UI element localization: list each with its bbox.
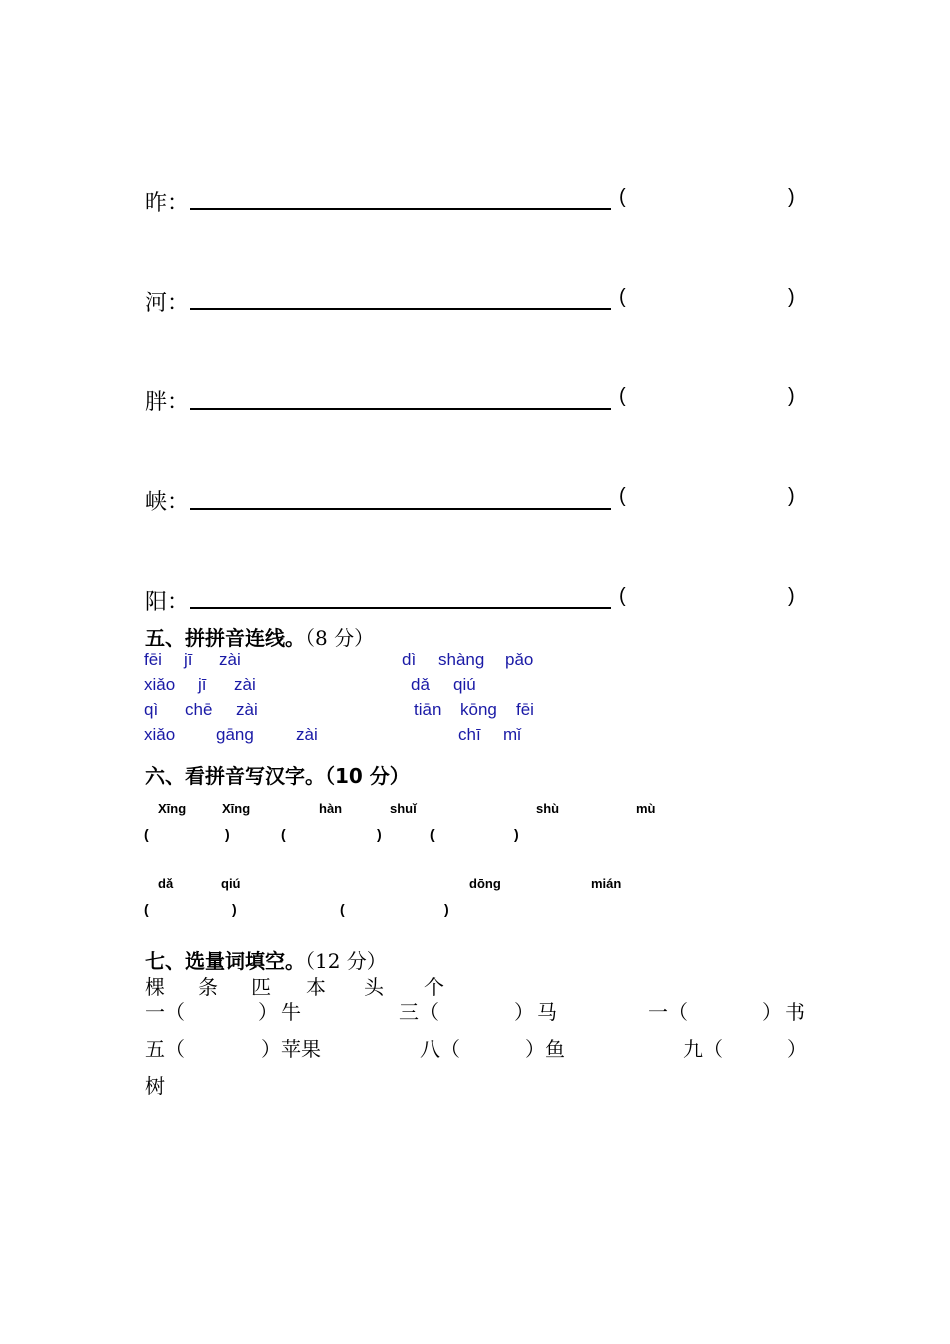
- pinyin-syllable: qì: [144, 700, 159, 719]
- pinyin-syllable: fēi: [516, 700, 534, 719]
- pinyin-syllable: fēi: [144, 650, 162, 669]
- measure-word: 匹: [251, 975, 271, 999]
- pinyin-prompt: Xīng: [222, 801, 251, 816]
- pinyin-syllable: gāng: [216, 725, 254, 744]
- pinyin-syllable: dì: [402, 650, 417, 669]
- row-char: 河：: [145, 291, 190, 316]
- pinyin-syllable: tiān: [414, 700, 442, 719]
- pinyin-syllable: zài: [234, 675, 256, 694]
- fill-noun: 书: [785, 1000, 805, 1024]
- answer-line: [190, 208, 611, 210]
- section-title-text: 五、拼拼音连线。: [145, 626, 305, 650]
- fill-close: ）: [261, 1037, 281, 1061]
- pinyin-syllable: xiǎo: [144, 675, 176, 694]
- answer-line: [190, 607, 611, 609]
- row-char: 峡：: [145, 490, 190, 515]
- fill-number: 三（: [399, 1000, 439, 1024]
- paren-close: ): [788, 186, 795, 208]
- answer-paren-close: ): [514, 826, 519, 842]
- fill-noun: 鱼: [545, 1037, 565, 1061]
- section-score: （8 分）: [305, 626, 375, 650]
- answer-paren-close: ): [225, 826, 230, 842]
- pinyin-syllable: zài: [296, 725, 318, 744]
- section-5-title: [145, 622, 374, 651]
- fill-close: ）: [258, 1000, 278, 1024]
- fill-noun: 苹果: [281, 1037, 321, 1061]
- fill-close: ）: [787, 1037, 807, 1061]
- pinyin-prompt: mián: [591, 876, 622, 891]
- pinyin-syllable: zài: [219, 650, 241, 669]
- section-title-text: 六、看拼音写汉字。: [145, 764, 325, 788]
- fill-number: 八（: [420, 1037, 460, 1061]
- paren-close: ): [788, 585, 795, 607]
- answer-paren-open: (: [144, 901, 149, 917]
- paren-open: (: [619, 286, 626, 308]
- section-7-title: [145, 945, 387, 974]
- pinyin-prompt: dōng: [469, 876, 501, 891]
- answer-paren-open: (: [340, 901, 345, 917]
- answer-paren-open: (: [144, 826, 149, 842]
- pinyin-syllable: kōng: [460, 700, 497, 719]
- pinyin-syllable: chē: [185, 700, 213, 719]
- pinyin-syllable: chī: [458, 725, 481, 744]
- fill-number: 九（: [683, 1037, 723, 1061]
- fill-number: 五（: [145, 1037, 185, 1061]
- paren-close: ): [788, 385, 795, 407]
- pinyin-syllable: jī: [184, 650, 193, 669]
- pinyin-syllable: dǎ: [411, 675, 430, 694]
- answer-line: [190, 508, 611, 510]
- fill-close: ）: [514, 1000, 534, 1024]
- pinyin-syllable: mǐ: [503, 725, 521, 744]
- pinyin-syllable: xiǎo: [144, 725, 176, 744]
- fill-noun-wrapped: 树: [145, 1074, 165, 1098]
- pinyin-prompt: shù: [536, 801, 560, 816]
- fill-noun: 牛: [281, 1000, 301, 1024]
- pinyin-prompt: dǎ: [158, 876, 174, 891]
- pinyin-syllable: pǎo: [505, 650, 534, 669]
- fill-close: ）: [762, 1000, 782, 1024]
- row-char: 胖：: [145, 390, 190, 415]
- pinyin-syllable: shàng: [438, 650, 485, 669]
- measure-word: 本: [306, 975, 326, 999]
- measure-word: 个: [424, 975, 444, 999]
- paren-close: ): [788, 286, 795, 308]
- pinyin-syllable: jī: [198, 675, 207, 694]
- pinyin-prompt: Xīng: [158, 801, 187, 816]
- row-char: 阳：: [145, 590, 190, 615]
- row-char: 昨：: [145, 191, 190, 216]
- fill-noun: 马: [537, 1000, 557, 1024]
- fill-number: 一（: [648, 1000, 688, 1024]
- answer-line: [190, 408, 611, 410]
- section-title-text: 七、选量词填空。: [145, 949, 305, 973]
- paren-close: ): [788, 485, 795, 507]
- fill-number: 一（: [145, 1000, 185, 1024]
- paren-open: (: [619, 485, 626, 507]
- section-score: （10 分）: [325, 764, 410, 788]
- paren-open: (: [619, 585, 626, 607]
- answer-paren-close: ): [377, 826, 382, 842]
- pinyin-prompt: hàn: [319, 801, 343, 816]
- pinyin-syllable: qiú: [453, 675, 476, 694]
- measure-word: 棵: [145, 975, 165, 999]
- pinyin-prompt: mù: [636, 801, 656, 816]
- pinyin-prompt: shuǐ: [390, 801, 417, 816]
- answer-paren-open: (: [281, 826, 286, 842]
- section-score: （12 分）: [305, 949, 387, 973]
- section-6-title: [145, 760, 410, 789]
- fill-close: ）: [525, 1037, 545, 1061]
- measure-word: 头: [364, 975, 384, 999]
- paren-open: (: [619, 385, 626, 407]
- answer-paren-open: (: [430, 826, 435, 842]
- measure-word: 条: [198, 975, 218, 999]
- answer-line: [190, 308, 611, 310]
- answer-paren-close: ): [444, 901, 449, 917]
- answer-paren-close: ): [232, 901, 237, 917]
- paren-open: (: [619, 186, 626, 208]
- pinyin-syllable: zài: [236, 700, 258, 719]
- pinyin-prompt: qiú: [221, 876, 241, 891]
